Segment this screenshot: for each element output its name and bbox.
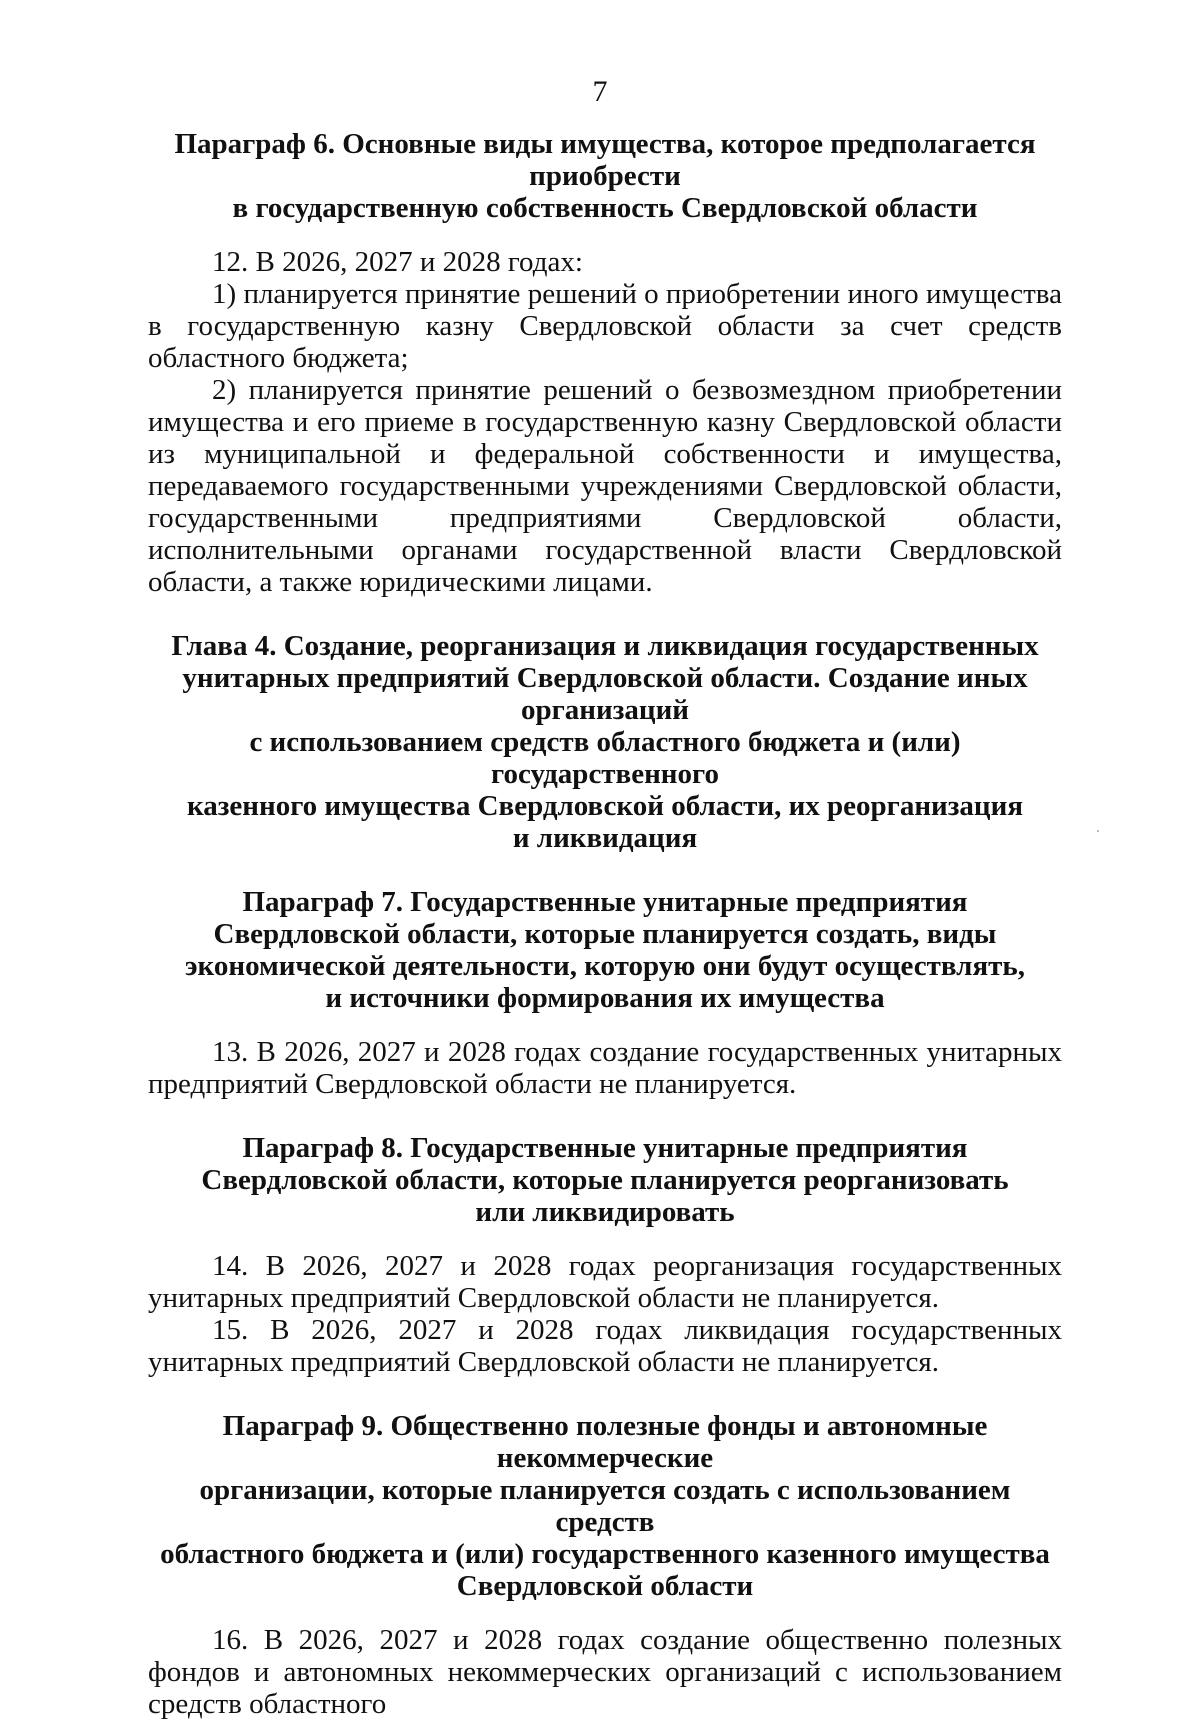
heading-line: и источники формирования их имущества xyxy=(325,982,885,1014)
heading-line: в государственную собственность Свердловской области xyxy=(232,192,978,224)
heading-line: Параграф 9. Общественно полезные фонды и автономные некоммерческие xyxy=(222,1410,988,1474)
scan-speck xyxy=(1097,830,1099,832)
heading-line: Свердловской области xyxy=(456,1570,754,1602)
clause-12-item-2: 2) планируется принятие решений о безвозмездном приобретении имущества и его приеме в государственную казну Свердловской области из муниципальной и федеральной собственности и имущества, передаваемого государственными учреждениями Свердловской области, государственными предприятиями Свердловской области, исполнительными органами государственной власти Свердловской области, а также юридическими лицами. xyxy=(148,374,1062,598)
paragraph-8-heading xyxy=(148,1132,1062,1228)
page-number: 7 xyxy=(592,75,608,108)
paragraph-7-heading xyxy=(148,886,1062,1014)
heading-line: или ликвидировать xyxy=(475,1196,735,1228)
heading-line: Параграф 7. Государственные унитарные предприятия xyxy=(242,886,968,918)
heading-line: казенного имущества Свердловской области, их реорганизация xyxy=(186,790,1024,822)
heading-line: Свердловской области, которые планируется реорганизовать xyxy=(201,1164,1009,1196)
clause-16: 16. В 2026, 2027 и 2028 годах создание общественно полезных фондов и автономных некоммерческих организаций с использованием средств областного xyxy=(148,1624,1062,1720)
clause-12: 12. В 2026, 2027 и 2028 годах: xyxy=(212,246,583,278)
paragraph-6-heading xyxy=(148,128,1062,224)
heading-line: Параграф 8. Государственные унитарные предприятия xyxy=(242,1132,968,1164)
heading-line: Свердловской области, которые планируется создать, виды xyxy=(213,918,997,950)
chapter-4-heading xyxy=(148,630,1062,854)
clause-14: 14. В 2026, 2027 и 2028 годах реорганизация государственных унитарных предприятий Свердловской области не планируется. xyxy=(148,1250,1062,1314)
heading-line: экономической деятельности, которую они будут осуществлять, xyxy=(185,950,1025,982)
heading-line: Параграф 6. Основные виды имущества, которое предполагается приобрести xyxy=(174,128,1036,192)
heading-line: и ликвидация xyxy=(512,822,698,854)
clause-12-item-1: 1) планируется принятие решений о приобретении иного имущества в государственную казну Свердловской области за счет средств областного бюджета; xyxy=(148,278,1062,374)
paragraph-9-heading xyxy=(148,1410,1062,1602)
heading-line: Глава 4. Создание, реорганизация и ликвидация государственных xyxy=(171,630,1039,662)
heading-line: с использованием средств областного бюджета и (или) государственного xyxy=(249,726,961,790)
document-body xyxy=(148,128,1062,1720)
heading-line: унитарных предприятий Свердловской области. Создание иных организаций xyxy=(182,662,1028,726)
clause-15: 15. В 2026, 2027 и 2028 годах ликвидация государственных унитарных предприятий Свердловской области не планируется. xyxy=(148,1314,1062,1378)
heading-line: организации, которые планируется создать с использованием средств xyxy=(199,1474,1011,1538)
heading-line: областного бюджета и (или) государственного казенного имущества xyxy=(160,1538,1050,1570)
clause-13: 13. В 2026, 2027 и 2028 годах создание государственных унитарных предприятий Свердловской области не планируется. xyxy=(148,1036,1062,1100)
